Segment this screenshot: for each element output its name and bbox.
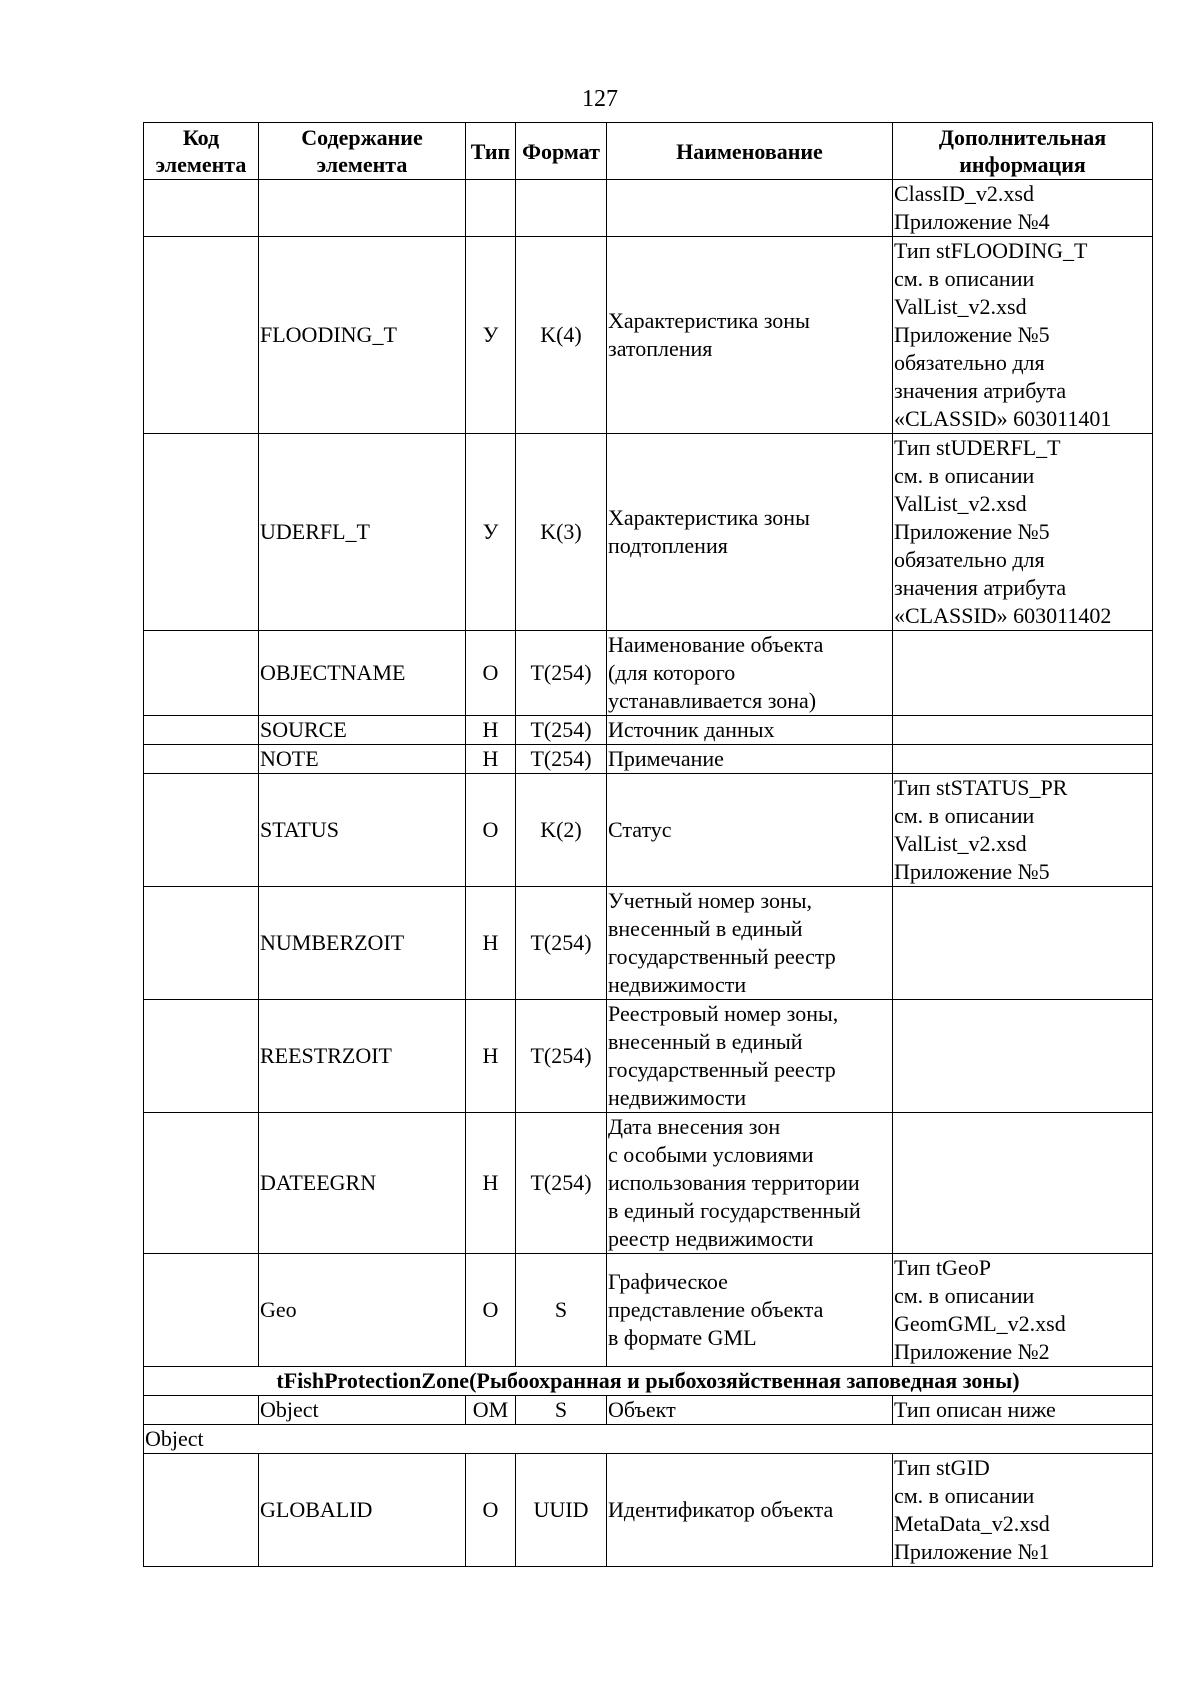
- cell-code: [144, 1113, 259, 1254]
- table-row: [144, 774, 1153, 887]
- cell-type: О: [466, 774, 516, 887]
- cell-name: Объект: [607, 1396, 893, 1425]
- cell-type: Н: [466, 1000, 516, 1113]
- section-title-row: [144, 1367, 1153, 1396]
- spec-table: [143, 122, 1153, 1567]
- cell-code: [144, 237, 259, 434]
- cell-content: OBJECTNAME: [259, 631, 466, 716]
- cell-format: T(254): [516, 631, 607, 716]
- table-row: [144, 1454, 1153, 1567]
- cell-format: T(254): [516, 887, 607, 1000]
- header-code: Код элемента: [144, 123, 259, 180]
- header-format: Формат: [516, 123, 607, 180]
- cell-info: [893, 716, 1153, 745]
- cell-info: Тип описан ниже: [893, 1396, 1153, 1425]
- group-label: Object: [144, 1425, 1153, 1454]
- cell-name: Характеристика зоны затопления: [607, 237, 893, 434]
- cell-format: S: [516, 1396, 607, 1425]
- cell-format: UUID: [516, 1454, 607, 1567]
- cell-name: Учетный номер зоны, внесенный в единый государственный реестр недвижимости: [607, 887, 893, 1000]
- group-label-row: [144, 1425, 1153, 1454]
- header-type: Тип: [466, 123, 516, 180]
- cell-name: Источник данных: [607, 716, 893, 745]
- table-row: [144, 180, 1153, 237]
- table-row: [144, 1254, 1153, 1367]
- cell-code: [144, 774, 259, 887]
- table-row: [144, 631, 1153, 716]
- cell-code: [144, 631, 259, 716]
- cell-info: [893, 887, 1153, 1000]
- cell-type: Н: [466, 887, 516, 1000]
- cell-code: [144, 1000, 259, 1113]
- cell-content: [259, 180, 466, 237]
- cell-content: NUMBERZOIT: [259, 887, 466, 1000]
- cell-code: [144, 434, 259, 631]
- cell-code: [144, 1454, 259, 1567]
- cell-code: [144, 716, 259, 745]
- cell-name: Характеристика зоны подтопления: [607, 434, 893, 631]
- cell-content: FLOODING_T: [259, 237, 466, 434]
- cell-type: О: [466, 1454, 516, 1567]
- cell-code: [144, 1396, 259, 1425]
- cell-type: Н: [466, 745, 516, 774]
- cell-info: Тип stUDERFL_T см. в описании ValList_v2.xsd Приложение №5 обязательно для значения атрибута «CLASSID» 603011402: [893, 434, 1153, 631]
- table-header-row: [144, 123, 1153, 180]
- cell-type: Н: [466, 1113, 516, 1254]
- cell-info: Тип stFLOODING_T см. в описании ValList_v2.xsd Приложение №5 обязательно для значения атрибута «CLASSID» 603011401: [893, 237, 1153, 434]
- cell-type: У: [466, 237, 516, 434]
- cell-content: STATUS: [259, 774, 466, 887]
- cell-info: [893, 745, 1153, 774]
- header-content: Содержание элемента: [259, 123, 466, 180]
- header-name: Наименование: [607, 123, 893, 180]
- cell-name: Реестровый номер зоны, внесенный в единый государственный реестр недвижимости: [607, 1000, 893, 1113]
- cell-type: О: [466, 631, 516, 716]
- cell-format: K(2): [516, 774, 607, 887]
- table-row: [144, 716, 1153, 745]
- cell-info: Тип stSTATUS_PR см. в описании ValList_v2.xsd Приложение №5: [893, 774, 1153, 887]
- cell-code: [144, 887, 259, 1000]
- cell-content: DATEEGRN: [259, 1113, 466, 1254]
- cell-info: ClassID_v2.xsd Приложение №4: [893, 180, 1153, 237]
- cell-name: Дата внесения зон с особыми условиями использования территории в единый государственный реестр недвижимости: [607, 1113, 893, 1254]
- cell-type: ОМ: [466, 1396, 516, 1425]
- cell-info: [893, 631, 1153, 716]
- cell-format: S: [516, 1254, 607, 1367]
- cell-name: Графическое представление объекта в формате GML: [607, 1254, 893, 1367]
- cell-content: Object: [259, 1396, 466, 1425]
- cell-content: GLOBALID: [259, 1454, 466, 1567]
- table-row: [144, 237, 1153, 434]
- cell-content: SOURCE: [259, 716, 466, 745]
- cell-format: T(254): [516, 745, 607, 774]
- cell-format: K(3): [516, 434, 607, 631]
- cell-info: Тип tGeoP см. в описании GeomGML_v2.xsd Приложение №2: [893, 1254, 1153, 1367]
- cell-info: Тип stGID см. в описании MetaData_v2.xsd Приложение №1: [893, 1454, 1153, 1567]
- table-row: [144, 1113, 1153, 1254]
- cell-format: [516, 180, 607, 237]
- cell-name: Примечание: [607, 745, 893, 774]
- table-row: [144, 1000, 1153, 1113]
- cell-code: [144, 1254, 259, 1367]
- cell-format: T(254): [516, 1113, 607, 1254]
- cell-type: О: [466, 1254, 516, 1367]
- cell-info: [893, 1113, 1153, 1254]
- cell-format: K(4): [516, 237, 607, 434]
- cell-content: Geo: [259, 1254, 466, 1367]
- table-row: [144, 887, 1153, 1000]
- cell-content: NOTE: [259, 745, 466, 774]
- cell-name: Статус: [607, 774, 893, 887]
- section-title: tFishProtectionZone(Рыбоохранная и рыбохозяйственная заповедная зоны): [144, 1367, 1153, 1396]
- cell-type: [466, 180, 516, 237]
- cell-code: [144, 180, 259, 237]
- cell-type: У: [466, 434, 516, 631]
- cell-name: Идентификатор объекта: [607, 1454, 893, 1567]
- header-info: Дополнительная информация: [893, 123, 1153, 180]
- page-number: 127: [582, 86, 618, 112]
- table-row: [144, 434, 1153, 631]
- cell-name: [607, 180, 893, 237]
- cell-name: Наименование объекта (для которого устанавливается зона): [607, 631, 893, 716]
- cell-content: REESTRZOIT: [259, 1000, 466, 1113]
- cell-content: UDERFL_T: [259, 434, 466, 631]
- cell-type: Н: [466, 716, 516, 745]
- cell-format: T(254): [516, 716, 607, 745]
- cell-code: [144, 745, 259, 774]
- cell-format: T(254): [516, 1000, 607, 1113]
- cell-info: [893, 1000, 1153, 1113]
- table-row: [144, 1396, 1153, 1425]
- table-row: [144, 745, 1153, 774]
